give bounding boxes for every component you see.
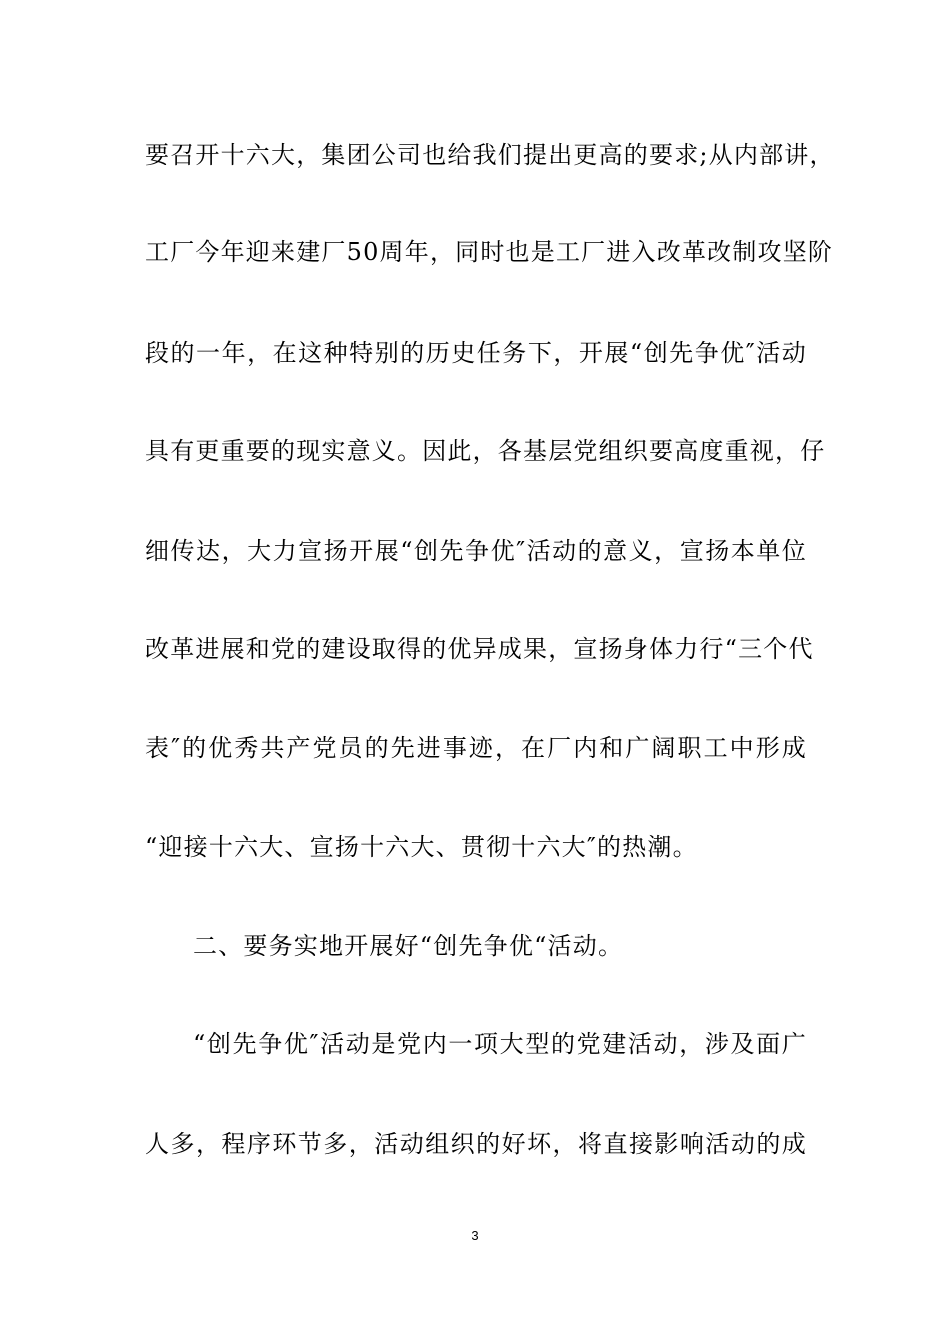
paragraph-line: 要召开十六大，集团公司也给我们提出更高的要求;从内部讲， (145, 141, 835, 169)
paragraph-line: “迎接十六大、宣扬十六大、贯彻十六大″的热潮。 (145, 833, 698, 861)
paragraph-line: 改革进展和党的建设取得的优异成果，宣扬身体力行“三个代 (145, 635, 814, 663)
paragraph-line: 人多，程序环节多，活动组织的好坏，将直接影响活动的成 (145, 1130, 807, 1158)
paragraph-line: 工厂今年迎来建厂50周年，同时也是工厂进入改革改制攻坚阶 (145, 238, 834, 266)
page-number: 3 (471, 1228, 479, 1243)
paragraph-line: “创先争优″活动是党内一项大型的党建活动，涉及面广 (193, 1030, 807, 1058)
paragraph-line: 具有更重要的现实意义。因此，各基层党组织要高度重视，仔 (145, 437, 826, 465)
paragraph-line: 段的一年，在这种特别的历史任务下，开展“创先争优″活动 (145, 339, 807, 367)
paragraph-line: 细传达，大力宣扬开展“创先争优″活动的意义，宣扬本单位 (145, 537, 807, 565)
paragraph-line: 表″的优秀共产党员的先进事迹，在厂内和广阔职工中形成 (145, 734, 807, 762)
section-heading: 二、要务实地开展好“创先争优“活动。 (193, 932, 624, 960)
